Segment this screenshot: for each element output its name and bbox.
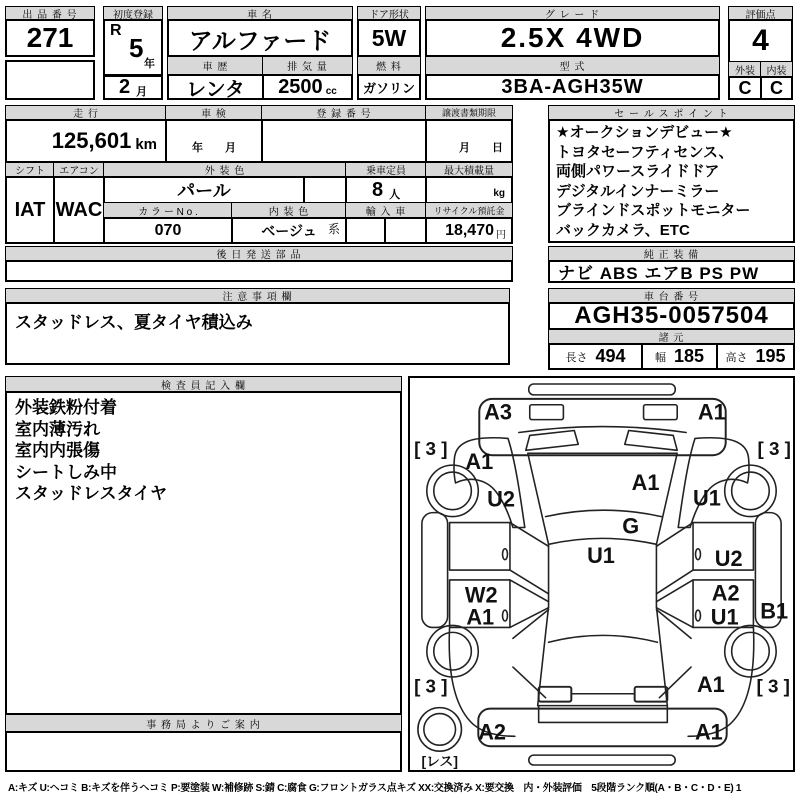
era-code: R [110, 22, 122, 39]
damage-code-left-apillar: U2 [487, 486, 515, 512]
registration-year: 5 [129, 33, 144, 63]
length-label: 長さ [565, 351, 588, 364]
left-slide-door-handle [503, 610, 508, 621]
car-name-header: 車 名 [167, 6, 353, 20]
wiper-right [625, 430, 677, 450]
height-label: 高さ [725, 351, 748, 364]
first-registration-month-cell [103, 75, 163, 100]
grade-header: グ レ ー ド [425, 6, 720, 20]
right-door-fold-lines [656, 523, 693, 628]
exterior-color-header: 外 装 色 [103, 162, 347, 177]
sales-point-line: ★オークションデビュー★ [556, 124, 733, 141]
score-value: 4 [728, 19, 793, 63]
inspector-note-line: 室内内張傷 [15, 441, 100, 460]
registration-month: 2 [118, 76, 131, 98]
shaken-value: 年 月 [165, 119, 263, 163]
inspector-notes-header: 検 査 員 記 入 欄 [5, 376, 402, 392]
notes-box: スタッドレス、夏タイヤ積込み [5, 302, 510, 365]
spare-tire-label: [レス] [421, 752, 458, 769]
fuel-header: 燃 料 [357, 56, 421, 75]
damage-code-rear-right-quarter: A1 [696, 671, 725, 697]
lot-number-value: 271 [5, 19, 95, 57]
mileage-number: 125,601 [51, 128, 132, 153]
damage-code-right-slide-door-1: A2 [711, 580, 740, 606]
inspector-note-line: シートしみ中 [15, 462, 117, 482]
sales-point-line: 両側パワースライドドア [556, 163, 720, 180]
recycle-deposit-value [425, 217, 513, 244]
lot-empty-box [5, 60, 95, 100]
front-left-wheel-inner [434, 472, 472, 510]
interior-color-suffix: 系 [327, 222, 340, 236]
max-load-header: 最大積載量 [425, 162, 513, 177]
grille-right [644, 405, 678, 420]
windshield-top-line [546, 510, 662, 516]
right-front-door-handle [696, 549, 701, 560]
left-front-door-handle [503, 549, 508, 560]
height-cell [716, 343, 795, 370]
color-number-header: カ ラ ー N o . [103, 202, 233, 218]
hood-windshield [528, 453, 677, 544]
registration-number-header: 登 録 番 号 [261, 105, 427, 120]
width-value: 185 [673, 346, 705, 366]
displacement-header: 排 気 量 [262, 56, 353, 75]
width-cell [641, 343, 718, 370]
chassis-number-header: 車 台 番 号 [548, 288, 795, 303]
interior-color-value [231, 217, 347, 244]
tire-depth-rear-right: [ 3 ] [756, 675, 790, 697]
shift-value: IAT [5, 176, 55, 244]
capacity-header: 乗車定員 [345, 162, 427, 177]
sales-points-box [548, 119, 795, 243]
damage-code-rear-bumper-left: A2 [478, 719, 507, 745]
damage-code-right-fender: U1 [692, 485, 721, 511]
mileage-value [5, 119, 167, 163]
rear-window-line [549, 635, 658, 642]
office-info-box [5, 731, 402, 772]
tire-depth-rear-left: [ 3 ] [414, 675, 448, 697]
displacement-number: 2500 [278, 75, 323, 98]
tire-depth-front-left: [ 3 ] [414, 438, 448, 460]
notes-header: 注 意 事 項 欄 [5, 288, 510, 303]
shaken-header: 車 検 [165, 105, 263, 120]
month-unit: 月 [136, 85, 148, 98]
damage-code-hood: A1 [631, 469, 660, 495]
wiper-left [526, 430, 578, 450]
tire-depth-front-right: [ 3 ] [757, 438, 791, 460]
car-top-view [410, 378, 793, 770]
length-cell [548, 343, 643, 370]
factory-equipment-value: ナビ ABS エアB PS PW [548, 260, 795, 283]
year-unit: 年 [144, 58, 155, 70]
exterior-grade-header: 外装 [728, 61, 762, 77]
damage-code-left-fender: A1 [465, 449, 494, 475]
recycle-unit: 円 [496, 230, 506, 241]
later-shipment-box [5, 260, 513, 282]
max-load-value: kg [425, 176, 513, 204]
car-history-value: レンタ [167, 74, 264, 100]
damage-code-legend: A:キズ U:ヘコミ B:キズを伴うヘコミ P:要塗装 W:補修跡 S:錆 C:腐食 G:フロントガラス点キズ XX:交換済み X:要交換 内・外装評価 5段階ランク順(A・B・C・D・E) 1 [8, 783, 742, 794]
taillight-left [539, 687, 572, 702]
inspector-notes-box [5, 391, 402, 715]
damage-code-front-bumper-left: A3 [484, 399, 512, 425]
left-door-fold-lines [510, 523, 549, 628]
rear-bumper [478, 709, 726, 747]
capacity-number: 8 [371, 178, 384, 201]
aircon-header: エアコン [53, 162, 105, 177]
sales-point-line: ブラインドスポットモニター [556, 202, 751, 219]
sales-point-line: バックカメラ、ETC [556, 221, 690, 239]
exterior-color-empty-cell [303, 176, 347, 204]
front-right-wheel-inner [732, 472, 770, 510]
import-header: 輸 入 車 [345, 202, 427, 218]
roof-side-lines [538, 544, 668, 705]
recycle-deposit-header: リサイクル預託金 [425, 202, 513, 218]
recycle-number: 18,470 [445, 221, 494, 239]
sales-point-line: デジタルインナーミラー [556, 182, 720, 200]
fuel-value: ガソリン [357, 74, 421, 100]
door-shape-header: ドア形状 [357, 6, 421, 20]
transfer-deadline-header: 譲渡書類期限 [425, 105, 513, 120]
damage-code-right-slide-door-2: U1 [710, 604, 739, 630]
interior-color-name: ベージュ [261, 222, 317, 239]
left-front-door [450, 523, 510, 571]
capacity-value [345, 176, 427, 204]
damage-code-front-bumper-right: A1 [697, 399, 726, 425]
interior-grade-value: C [760, 76, 793, 100]
inspector-note-line: 室内薄汚れ [15, 419, 100, 439]
cowl-line [519, 427, 686, 433]
damage-code-left-slide-door-2: A1 [466, 604, 495, 630]
spec-header: 諸 元 [548, 329, 795, 344]
left-sill [422, 513, 448, 628]
factory-equipment-header: 純 正 装 備 [548, 246, 795, 261]
color-number-value: 070 [103, 217, 233, 244]
rear-trim-bar [529, 755, 675, 765]
displacement-unit: cc [325, 85, 337, 97]
score-header: 評価点 [728, 6, 793, 20]
inspector-note-line: 外装鉄粉付着 [15, 398, 117, 417]
width-label: 幅 [654, 351, 666, 364]
door-shape-value: 5W [357, 19, 421, 57]
mileage-header: 走 行 [5, 105, 167, 120]
interior-grade-header: 内装 [760, 61, 793, 77]
shift-header: シフト [5, 162, 55, 177]
damage-code-left-slide-door-1: W2 [464, 582, 498, 608]
inspector-note-line: スタッドレスタイヤ [15, 484, 168, 503]
exterior-grade-value: C [728, 76, 762, 100]
rear-left-wheel-inner [434, 632, 472, 670]
office-info-header: 事 務 局 よ り ご 案 内 [5, 714, 402, 732]
chassis-number-value: AGH35-0057504 [548, 302, 795, 330]
import-cell-2 [384, 217, 427, 244]
spare-tire-inner [424, 714, 456, 746]
model-code-header: 型 式 [425, 56, 720, 75]
car-name-value: アルファード [167, 19, 353, 57]
transfer-deadline-value: 月 日 [425, 119, 513, 163]
rear-right-wheel-inner [732, 632, 770, 670]
mileage-unit: km [135, 135, 157, 153]
lot-number-header: 出 品 番 号 [5, 6, 95, 20]
car-history-header: 車 歴 [167, 56, 264, 75]
right-slide-door-handle [696, 610, 701, 621]
later-shipment-header: 後 日 発 送 部 品 [5, 246, 513, 261]
length-value: 494 [595, 346, 626, 366]
displacement-value [262, 74, 353, 100]
damage-code-roof: U1 [587, 543, 615, 569]
grade-value: 2.5X 4WD [425, 19, 720, 57]
height-value: 195 [755, 346, 786, 366]
first-registration-year-cell [103, 19, 163, 76]
grille-left [530, 405, 564, 420]
registration-number-value [261, 119, 427, 163]
damage-code-windshield: G [622, 513, 640, 539]
model-code-value: 3BA-AGH35W [425, 74, 720, 100]
capacity-unit: 人 [389, 189, 401, 201]
damage-code-rear-bumper-right: A1 [694, 719, 723, 745]
sales-points-header: セ ー ル ス ポ イ ン ト [548, 105, 795, 120]
aircon-value: WAC [53, 176, 105, 244]
damage-code-right-quarter: B1 [760, 598, 789, 624]
damage-diagram [408, 376, 795, 772]
import-cell-1 [345, 217, 386, 244]
damage-code-right-front-door: U2 [714, 546, 743, 572]
first-registration-header: 初度登録 [103, 6, 163, 20]
exterior-color-value: パール [103, 176, 305, 204]
front-trim-bar [529, 384, 675, 395]
sales-point-line: トヨタセーフティセンス、 [556, 143, 734, 161]
interior-color-header: 内 装 色 [231, 202, 347, 218]
